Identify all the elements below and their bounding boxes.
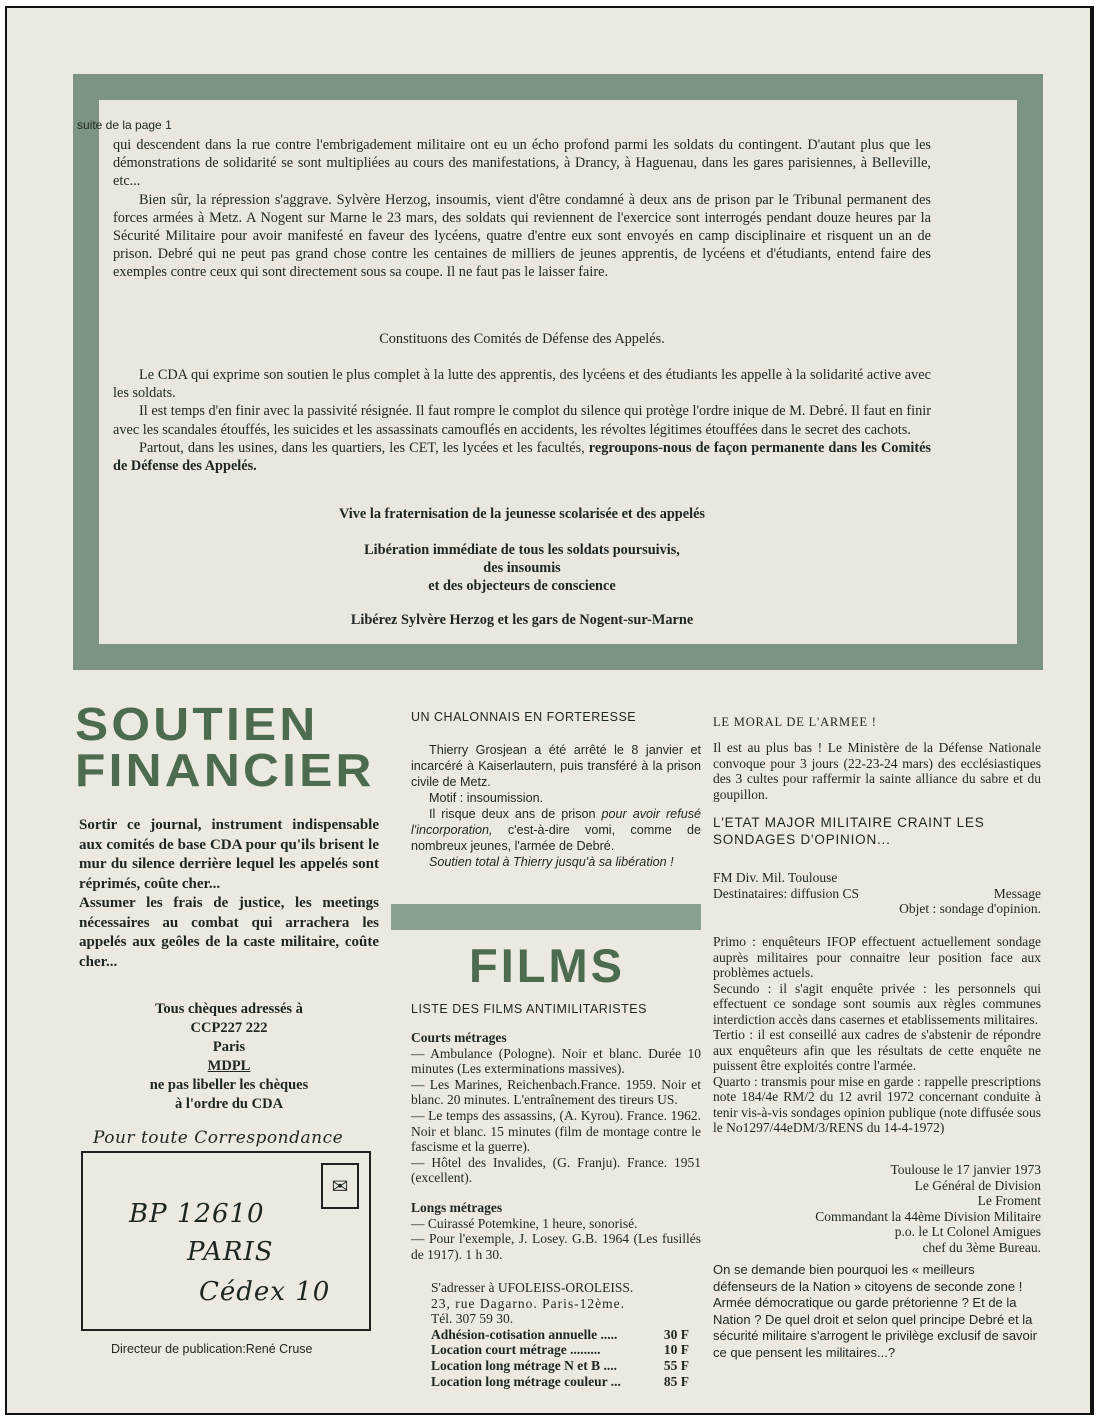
- telegram-dest: Destinataires: diffusion CS: [713, 885, 859, 901]
- film-item: — Le temps des assassins, (A. Kyrou). France. 1962. Noir et blanc. 15 minutes (film de montage contre le fascisme et la guerre).: [411, 1107, 701, 1155]
- slogan-liberation: [113, 541, 931, 595]
- price-row: [431, 1342, 689, 1358]
- correspondance-handwriting: Pour toute Correspondance: [93, 1128, 344, 1148]
- contact-line: S'adresser à UFOLEISS-OROLEISS.: [431, 1280, 634, 1295]
- telegram-header: [713, 870, 1041, 917]
- paragraph: Armée démocratique ou garde prétorienne ? Et de la Nation ? De quel droit et selon quel principe Debré et la sécurité militaire s'arrogent le privilège exclusif de savoir ce que pensent les militaires...?: [713, 1295, 1038, 1360]
- paragraph: Bien sûr, la répression s'aggrave. Sylvère Herzog, insoumis, vient d'être condamné à deux ans de prison par le Tribunal permanent des forces armées à Metz. A Nogent sur Marne le 23 mars, des soldats qui reviennent de l'exercice sont interrogés pendant douze heures par la Sécurité Militaire pour avoir manifesté en faveur des lycéens, quatre d'entre eux sont envoyés en camp disciplinaire et risquent un an de prison. Debré qui ne peut pas grand chose contre les centaines de milliers de jeunes apprentis, de lycéens et d'étudiants, entend faire des exemples contre ceux qui sont directement sous sa coupe. Il ne faut pas le laisser faire.: [113, 191, 931, 281]
- contact-line: Tél. 307 59 30.: [431, 1311, 514, 1327]
- telegram-signature: [713, 1162, 1041, 1255]
- continued-from-label: suite de la page 1: [77, 118, 172, 132]
- paragraph-emphasis: regroupons-nous de façon permanente dans les Comités de Défense des Appelés.: [113, 439, 931, 475]
- film-item: — Ambulance (Pologne). Noir et blanc. Durée 10 minutes (Les exterminations massives).: [411, 1045, 701, 1077]
- film-item: — Les Marines, Reichenbach.France. 1959. Noir et blanc. 20 minutes. L'entraînement des tireurs US.: [411, 1076, 701, 1108]
- subheading: Constituons des Comités de Défense des Appelés.: [379, 331, 665, 347]
- telegram-object: Objet : sondage d'opinion.: [899, 901, 1041, 916]
- moral-heading: LE MORAL DE L'ARMEE !: [713, 715, 877, 729]
- paragraph: Assumer les frais de justice, les meetings nécessaires au combat qui arrachera les appelés aux geôles de la caste militaire, coûte cher...: [79, 895, 379, 970]
- signature-line: Toulouse le 17 janvier 1973: [890, 1162, 1041, 1177]
- financier-title: FINANCIER: [75, 744, 375, 796]
- cheque-instructions: [79, 1000, 379, 1114]
- paragraph: Le CDA qui exprime son soutien le plus complet à la lutte des apprentis, des lycéens et des étudiants les appelle à la solidarité active avec les soldats.: [113, 367, 931, 402]
- article-body-2: [113, 366, 931, 475]
- price-value: 55 F: [663, 1357, 689, 1373]
- chalonnais-heading: UN CHALONNAIS EN FORTERESSE: [411, 710, 637, 724]
- cheque-line: Tous chèques adressés à: [155, 1001, 303, 1017]
- soutien-text: [79, 816, 379, 972]
- signature-line: p.o. le Lt Colonel Amigues: [894, 1224, 1041, 1239]
- slogan-herzog: Libérez Sylvère Herzog et les gars de Nogent-sur-Marne: [350, 612, 694, 628]
- paragraph: Motif : insoumission.: [429, 791, 544, 805]
- publication-director: Directeur de publication:René Cruse: [111, 1342, 313, 1356]
- mdpl-label: MDPL: [207, 1058, 251, 1074]
- paragraph-italic: pour avoir refusé l'incorporation,: [411, 807, 701, 837]
- price-row: [431, 1358, 689, 1374]
- paragraph-text: Il risque deux ans de prison: [429, 807, 596, 821]
- slogan-line: Libération immédiate de tous les soldats poursuivis,: [364, 542, 680, 558]
- price-label: Location long métrage N et B ....: [431, 1357, 617, 1373]
- price-row: [431, 1327, 689, 1343]
- chalonnais-text: [411, 742, 701, 870]
- films-list: [411, 1030, 701, 1262]
- telegram-dest-row: [713, 886, 1041, 902]
- soutien-title: SOUTIEN: [75, 698, 319, 750]
- slogan-line: des insoumis: [483, 560, 561, 576]
- signature-line: Le Froment: [977, 1193, 1041, 1208]
- ccp-number: CCP227 222: [190, 1020, 268, 1036]
- slogan-fraternisation: Vive la fraternisation de la jeunesse scolarisée et des appelés: [339, 506, 705, 522]
- paragraph: Il est temps d'en finir avec la passivité résignée. Il faut rompre le complot du silence qui protège l'ordre inique de M. Debré. Il faut en finir avec les scandales étouffés, les suicides et les assassinats camouflés en accidents, les révoltes légitimes étouffées dans le secret des cachots.: [113, 403, 931, 438]
- paragraph: Soutien total à Thierry jusqu'à sa libération !: [429, 855, 674, 869]
- paragraph-text: c'est-à-dire vomi, comme de nombreux jeunes, l'armée de Debré.: [411, 823, 702, 853]
- price-row: [431, 1374, 689, 1390]
- price-value: 30 F: [663, 1326, 689, 1342]
- paragraph: Thierry Grosjean a été arrêté le 8 janvier et incarcéré à Kaiserlautern, puis transféré à la prison civile de Metz.: [411, 743, 701, 789]
- newspaper-page: [5, 6, 1094, 1415]
- telegram-point: Quarto : transmis pour mise en garde : rappelle prescriptions note 184/4e RM/2 du 12 avril 1972 concernant conduite à tenir vis-à-vis sondages opinion publique (note diffusée sous le No1297/44eDM/3/RENS du 14-4-1972): [713, 1073, 1041, 1135]
- etat-major-heading: L'ETAT MAJOR MILITAIRE CRAINT LES SONDAGES D'OPINION...: [713, 815, 985, 847]
- telegram-from: FM Div. Mil. Toulouse: [713, 870, 838, 885]
- courts-heading: Courts métrages: [411, 1030, 507, 1045]
- cheque-line: ne pas libeller les chèques: [149, 1077, 309, 1093]
- signature-line: chef du 3ème Bureau.: [922, 1239, 1041, 1255]
- signature-line: Le Général de Division: [914, 1177, 1041, 1193]
- film-item: — Cuirassé Potemkine, 1 heure, sonorisé.: [411, 1215, 638, 1231]
- article-body-1: [113, 136, 931, 282]
- address-line: Cédex 10: [199, 1277, 331, 1307]
- telegram-body: [713, 934, 1041, 1136]
- films-title: FILMS: [469, 939, 625, 992]
- paragraph: Il est au plus bas ! Le Ministère de la Défense Nationale convoque pour 3 jours (22-23-24 mars) des ecclésiastiques des 3 cultes pour raffermir la sainte alliance du sabre et du goupillon.: [713, 740, 1041, 802]
- decorative-band: [391, 904, 701, 930]
- longs-heading: Longs métrages: [411, 1199, 503, 1215]
- address-envelope: [81, 1151, 371, 1331]
- contact-line: 23, rue Dagarno. Paris-12ème.: [431, 1295, 625, 1311]
- price-value: 10 F: [663, 1342, 689, 1358]
- telegram-point: Secundo : il s'agit enquête privée : les personnels qui effectuent ce sondage sont soumis aux règles communes interdiction accès dans casernes et etablissements militaires.: [713, 980, 1041, 1027]
- paragraph: On se demande bien pourquoi les « meilleurs défenseurs de la Nation » citoyens de seconde zone !: [713, 1262, 1023, 1294]
- stamp-icon: ✉: [321, 1163, 359, 1209]
- price-label: Adhésion-cotisation annuelle .....: [431, 1326, 618, 1342]
- film-item: — Pour l'exemple, J. Losey. G.B. 1964 (Les fusillés de 1917). 1 h 30.: [411, 1231, 701, 1262]
- cheque-line: à l'ordre du CDA: [174, 1096, 284, 1112]
- price-value: 85 F: [663, 1373, 689, 1389]
- address-line: PARIS: [187, 1237, 274, 1267]
- paragraph: qui descendent dans la rue contre l'embrigadement militaire ont eu un écho profond parmi les soldats du contingent. D'autant plus que les démonstrations de solidarité se sont multipliées au cours des manifestations, à Drancy, à Haguenau, dans les gares parisiennes, à Belleville, etc...: [113, 137, 931, 190]
- slogan-line: et des objecteurs de conscience: [428, 578, 616, 594]
- price-label: Location long métrage couleur ...: [431, 1373, 621, 1389]
- cheque-line: Paris: [212, 1039, 246, 1055]
- price-label: Location court métrage .........: [431, 1342, 601, 1358]
- film-item: — Hôtel des Invalides, (G. Franju). France. 1951 (excellent).: [411, 1154, 701, 1186]
- telegram-type: Message: [993, 885, 1041, 901]
- paragraph: [411, 806, 701, 854]
- moral-text: [713, 740, 1041, 802]
- films-contact: [431, 1280, 689, 1389]
- films-list-heading: LISTE DES FILMS ANTIMILITARISTES: [411, 1002, 647, 1016]
- signature-line: Commandant la 44ème Division Militaire: [815, 1208, 1041, 1224]
- closing-text: [713, 1262, 1041, 1361]
- telegram-point: Primo : enquêteurs IFOP effectuent actuellement sondage auprès militaires pour connaitre leur position face aux problèmes actuels.: [713, 934, 1041, 980]
- paragraph-text: Partout, dans les usines, dans les quartiers, les CET, les lycées et les facultés,: [139, 439, 585, 456]
- paragraph: [113, 439, 931, 475]
- address-line: BP 12610: [129, 1199, 265, 1229]
- paragraph: Sortir ce journal, instrument indispensable aux comités de base CDA pour qu'ils brisent le mur du silence derrière lequel les appelés sont réprimés, coûte cher...: [79, 817, 379, 892]
- telegram-point: Tertio : il est conseillé aux cadres de s'abstenir de répondre aux enquêteurs afin que les résultats de cette enquête ne puissent être exploités contre l'armée.: [713, 1027, 1041, 1073]
